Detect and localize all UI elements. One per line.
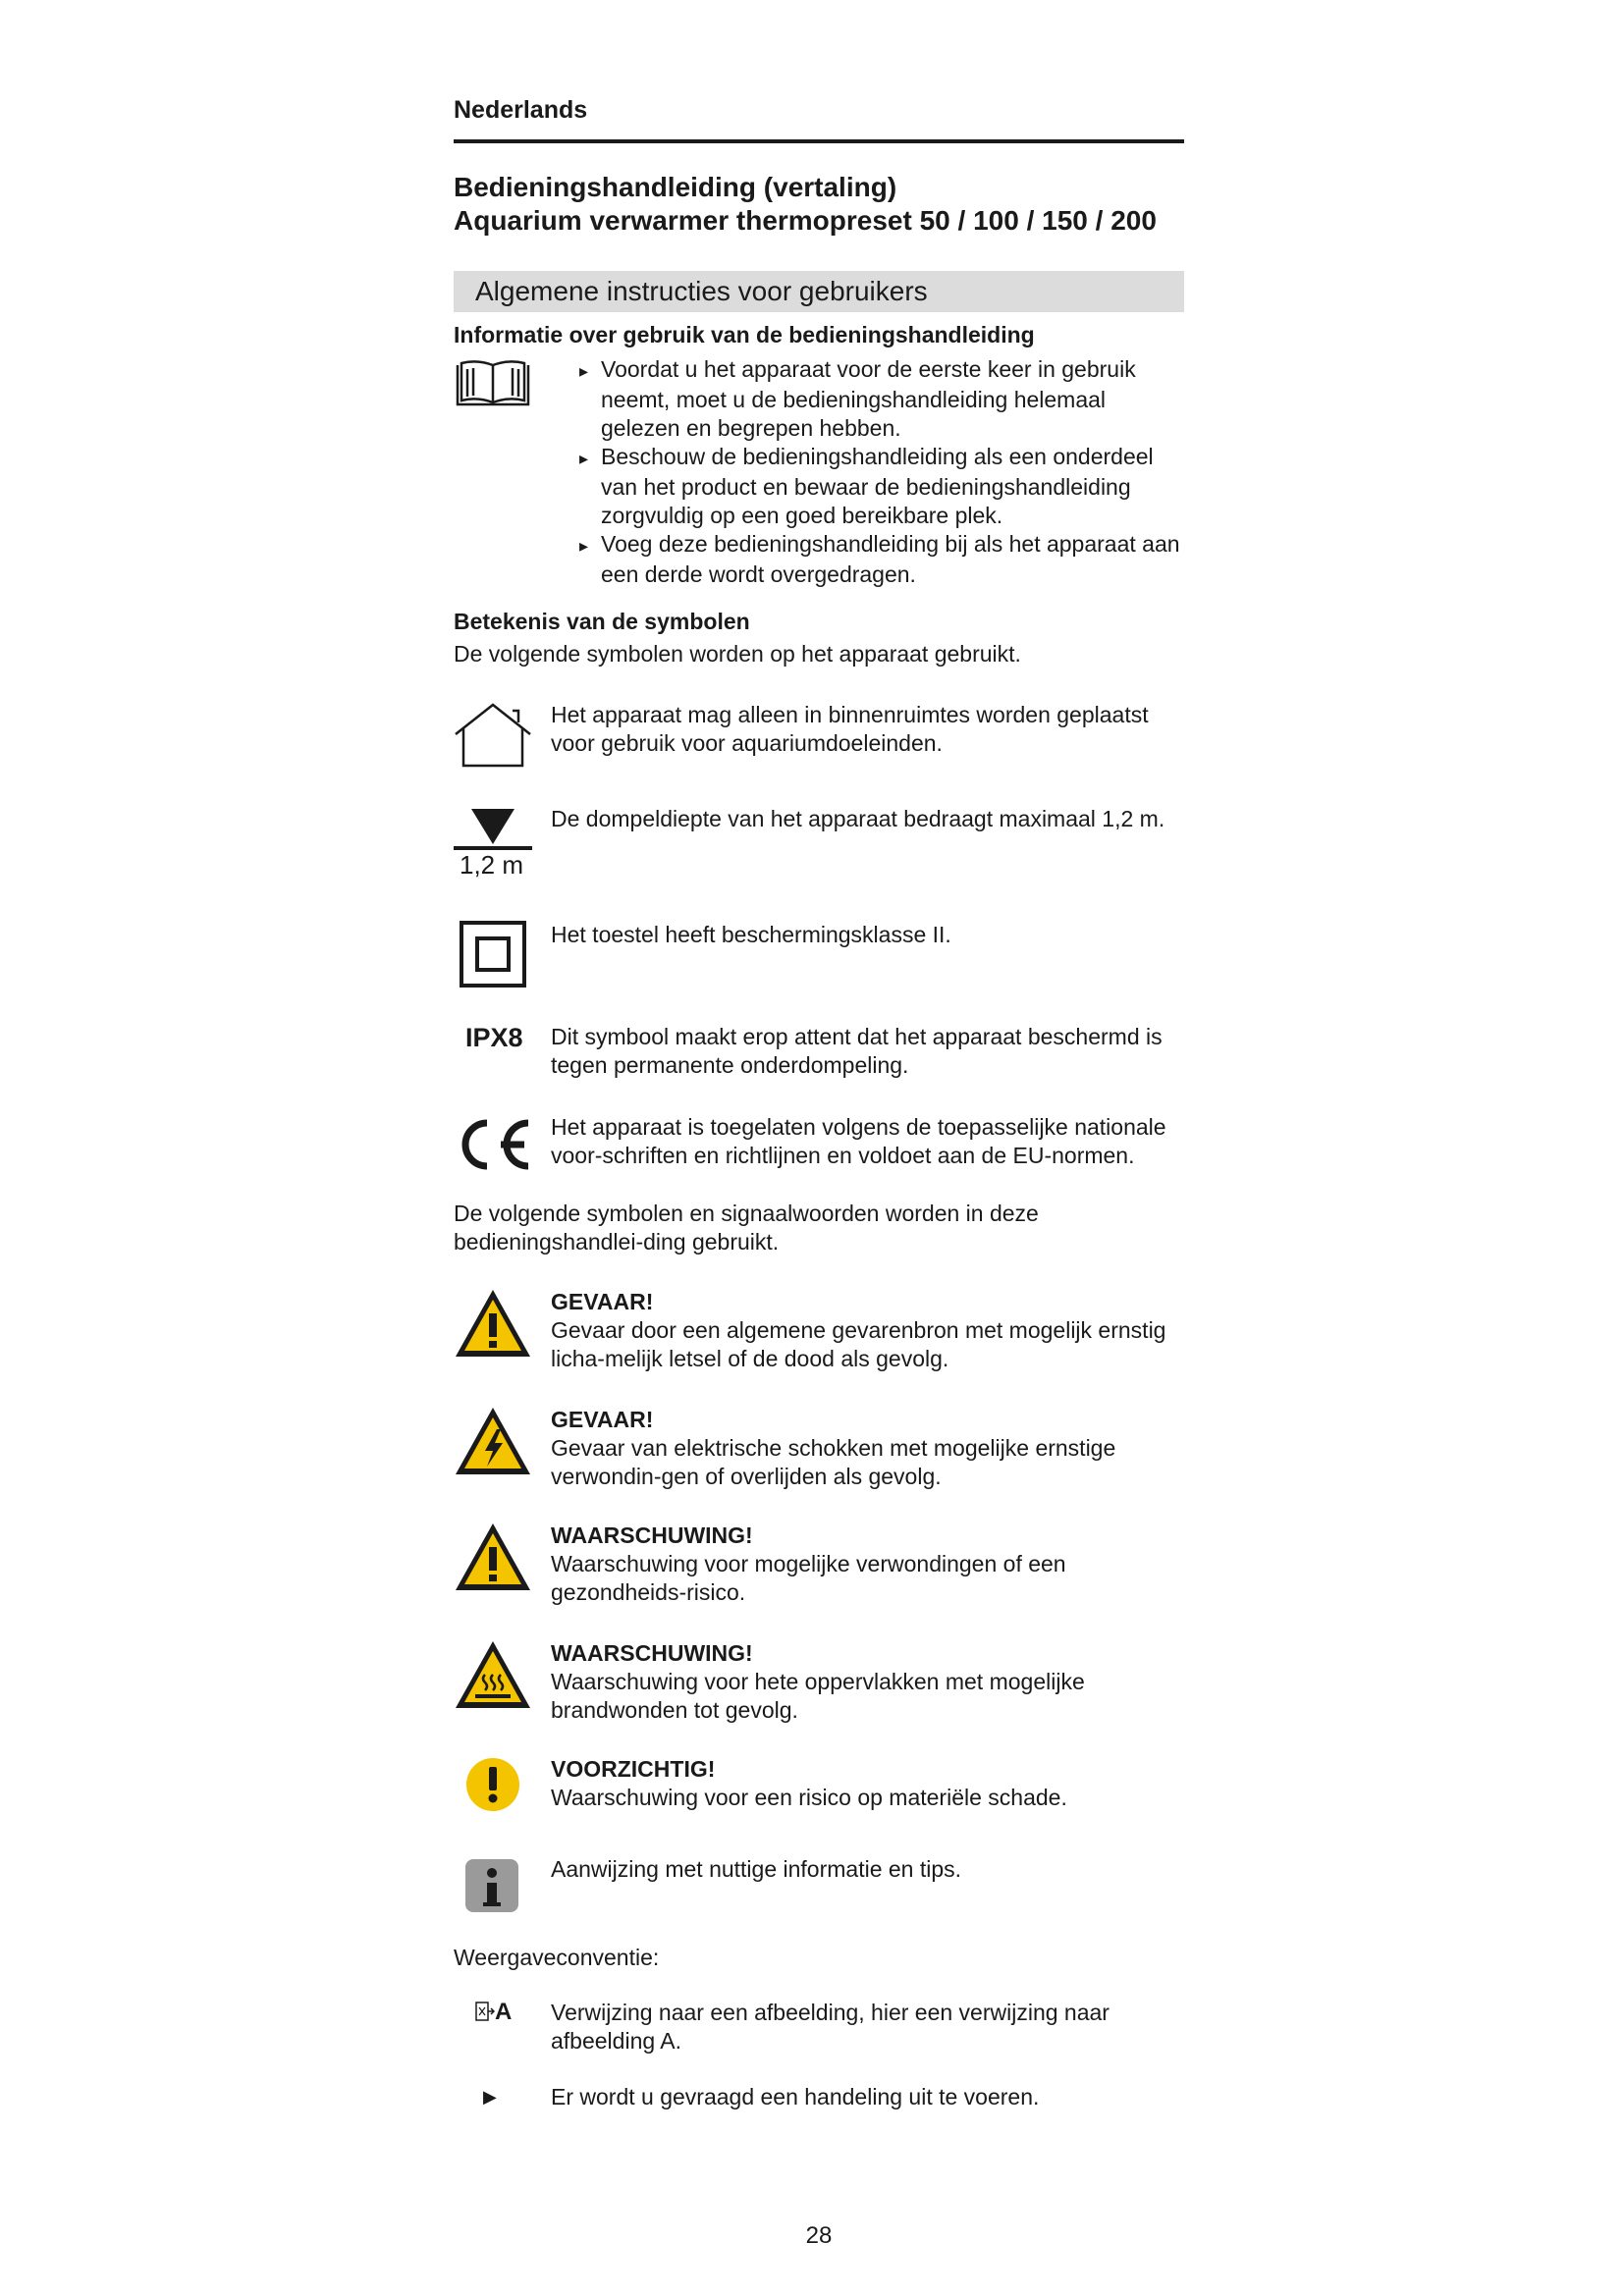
ce-mark-icon — [454, 1113, 532, 1176]
convention-text: Verwijzing naar een afbeelding, hier een verwijzing naar afbeelding A. — [551, 2000, 1110, 2054]
symbols-intro: De volgende symbolen worden op het apparaat gebruikt. — [454, 641, 1021, 667]
warning-exclamation-icon — [454, 1288, 532, 1359]
warning-exclamation-icon — [454, 1522, 532, 1592]
symbol-text: Het toestel heeft beschermingsklasse II. — [551, 922, 951, 947]
title-line-1: Bedieningshandleiding (vertaling) — [454, 172, 897, 202]
signal-text: Waarschuwing voor een risico op materiële schade. — [551, 1785, 1067, 1810]
symbols-heading: Betekenis van de symbolen — [454, 609, 750, 634]
convention-text: Er wordt u gevraagd een handeling uit te voeren. — [551, 2084, 1040, 2109]
page-number: 28 — [805, 2222, 833, 2249]
manual-info-bullets — [579, 355, 1184, 589]
indoor-house-icon — [454, 701, 532, 770]
immersion-depth-icon — [454, 805, 532, 883]
signal-text: Waarschuwing voor hete oppervlakken met mogelijke brandwonden tot gevolg. — [551, 1669, 1085, 1723]
signal-text: Waarschuwing voor mogelijke verwondingen of een gezondheids-risico. — [551, 1551, 1066, 1605]
ipx8-label: IPX8 — [465, 1023, 523, 1052]
manual-info-heading: Informatie over gebruik van de bedieningshandleiding — [454, 322, 1035, 347]
symbol-text: Het apparaat mag alleen in binnenruimtes worden geplaatst voor gebruik voor aquariumdoeleinden. — [551, 702, 1149, 756]
signal-heading: VOORZICHTIG! — [551, 1756, 716, 1782]
bullet-item: ▸ Voeg deze bedieningshandleiding bij als het apparaat aan een derde wordt overgedragen. — [579, 530, 1184, 589]
signal-heading: GEVAAR! — [551, 1407, 654, 1432]
signal-heading: WAARSCHUWING! — [551, 1640, 753, 1666]
signal-text: Aanwijzing met nuttige informatie en tips. — [551, 1856, 962, 1882]
book-icon — [454, 359, 532, 410]
protection-class-ii-icon — [454, 921, 532, 989]
signal-text: Gevaar van elektrische schokken met mogelijke ernstige verwondin-gen of overlijden als gevolg. — [551, 1435, 1116, 1489]
hot-surface-icon — [454, 1639, 532, 1710]
document-title — [454, 171, 1157, 238]
info-icon — [454, 1855, 532, 1914]
title-line-2: Aquarium verwarmer thermopreset 50 / 100 / 150 / 200 — [454, 205, 1157, 236]
depth-label: 1,2 m — [460, 850, 524, 880]
header-rule — [454, 139, 1184, 143]
signal-heading: WAARSCHUWING! — [551, 1522, 753, 1548]
signal-words-intro: De volgende symbolen en signaalwoorden worden in deze bedieningshandlei-ding gebruikt. — [454, 1201, 1039, 1255]
figure-reference-label: A — [495, 1999, 513, 2025]
signal-heading: GEVAAR! — [551, 1289, 654, 1314]
figure-reference-icon — [475, 1999, 512, 2026]
conventions-heading: Weergaveconventie: — [454, 1945, 660, 1970]
bullet-item: ▸ Beschouw de bedieningshandleiding als een onderdeel van het product en bewaar de bedieningshandleiding zorgvuldig op een goed bereikbare plek. — [579, 443, 1184, 530]
language-label: Nederlands — [454, 96, 588, 124]
electric-shock-icon — [454, 1406, 532, 1476]
symbol-text: Dit symbool maakt erop attent dat het apparaat beschermd is tegen permanente onderdompeling. — [551, 1024, 1163, 1078]
action-arrow-icon: ▶ — [483, 2087, 497, 2107]
bullet-item: ▸ Voordat u het apparaat voor de eerste keer in gebruik neemt, moet u de bedieningshandleiding helemaal gelezen en begrepen hebben. — [579, 355, 1184, 443]
signal-text: Gevaar door een algemene gevarenbron met mogelijk ernstig licha-melijk letsel of de dood als gevolg. — [551, 1317, 1166, 1371]
section-title: Algemene instructies voor gebruikers — [475, 276, 928, 306]
symbol-text: De dompeldiepte van het apparaat bedraagt maximaal 1,2 m. — [551, 806, 1165, 831]
caution-circle-icon — [454, 1755, 532, 1814]
symbol-text: Het apparaat is toegelaten volgens de toepasselijke nationale voor-schriften en richtlijnen en voldoet aan de EU-normen. — [551, 1114, 1166, 1168]
section-header — [454, 271, 1184, 312]
